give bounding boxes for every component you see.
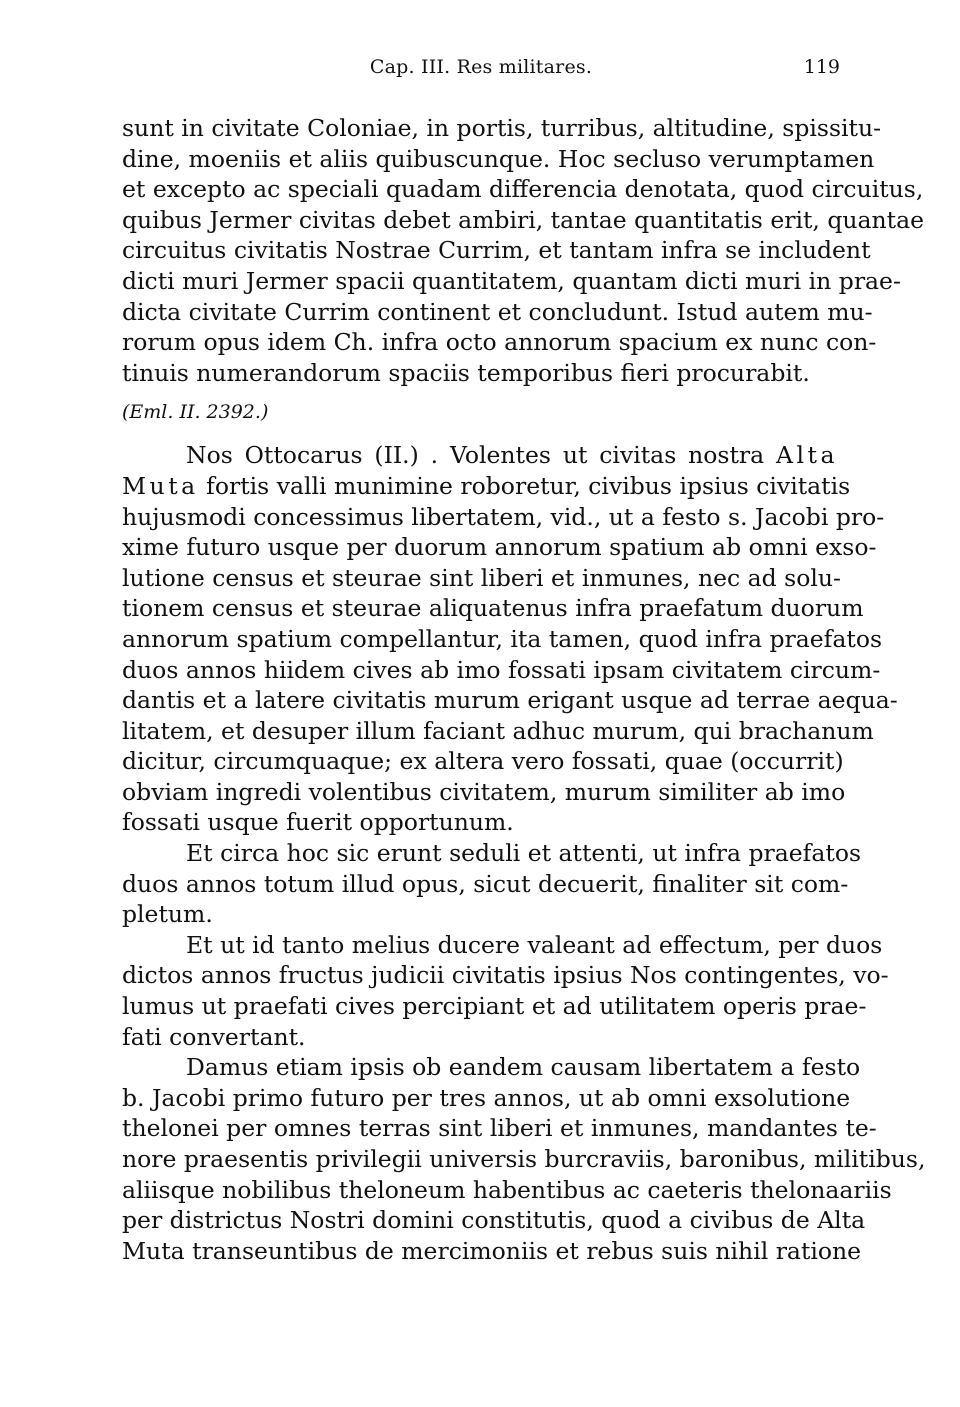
text-line: per districtus Nostri domini constitutis, quod a civibus de Alta [122, 1206, 866, 1235]
place-name: Muta [122, 471, 199, 500]
chapter-title: Cap. III. Res militares. [369, 56, 593, 78]
text-line: circuitus civitatis Nostrae Currim, et tantam infra se includent [122, 236, 871, 265]
text-line: sunt in civitate Coloniae, in portis, turribus, altitudine, spissitu- [122, 114, 882, 142]
text-line: obviam ingredi volentibus civitatem, murum similiter ab imo [122, 777, 846, 806]
text-line: pletum. [122, 900, 213, 929]
paragraph-2 [122, 440, 898, 838]
place-name: Alta [776, 441, 838, 470]
text-line: b. Jacobi primo futuro per tres annos, ut ab omni exsolutione [122, 1083, 851, 1112]
text-line: dantis et a latere civitatis murum erigant usque ad terrae aequa- [122, 686, 898, 715]
text-line: quibus Jermer civitas debet ambiri, tantae quantitatis erit, quantae [122, 205, 925, 234]
text-line: Et ut id tanto melius ducere valeant ad effectum, per duos [186, 930, 883, 959]
text-line: nore praesentis privilegii universis burcraviis, baronibus, militibus, [122, 1145, 926, 1173]
text-line: et excepto ac speciali quadam differencia denotata, quod circuitus, [122, 175, 924, 204]
text-span: Volentes ut civitas nostra [450, 441, 765, 470]
text-line: lumus ut praefati cives percipiant et ad utilitatem operis prae- [122, 992, 867, 1021]
text-line: fati convertant. [122, 1022, 306, 1051]
source-citation: (Eml. II. 2392.) [122, 401, 269, 424]
text-line: Muta transeuntibus de mercimoniis et rebus suis nihil ratione [122, 1236, 862, 1265]
text-line: duos annos hiidem cives ab imo fossati ipsam civitatem circum- [122, 655, 881, 684]
text-line: dicti muri Jermer spacii quantitatem, quantam dicti muri in prae- [122, 266, 901, 295]
paragraph-3 [122, 838, 862, 930]
text-line: dicta civitate Currim continent et concludunt. Istud autem mu- [122, 297, 873, 326]
text-line: tionem census et steurae aliquatenus infra praefatum duorum [122, 594, 864, 623]
body-text [122, 113, 926, 1266]
text-line: tinuis numerandorum spaciis temporibus fieri procurabit. [122, 358, 810, 387]
text-line: xime futuro usque per duorum annorum spatium ab omni exso- [122, 533, 877, 562]
text-line: hujusmodi concessimus libertatem, vid., ut a festo s. Jacobi pro- [122, 502, 885, 531]
paragraph-5 [122, 1052, 926, 1266]
text-span: fortis valli munimine roboretur, civibus ipsius civitatis [198, 471, 851, 500]
paragraph-1 [122, 113, 925, 388]
text-line: Et circa hoc sic erunt seduli et attenti, ut infra praefatos [186, 839, 862, 868]
text-line: duos annos totum illud opus, sicut decuerit, finaliter sit com- [122, 869, 849, 898]
text-line: dictos annos fructus judicii civitatis ipsius Nos contingentes, vo- [122, 961, 889, 990]
text-line: fossati usque fuerit opportunum. [122, 808, 514, 837]
text-line: rorum opus idem Ch. infra octo annorum spacium ex nunc con- [122, 328, 877, 357]
text-line: lutione census et steurae sint liberi et inmunes, nec ad solu- [122, 563, 841, 592]
page-number: 119 [803, 56, 840, 78]
text-line: thelonei per omnes terras sint liberi et inmunes, mandantes te- [122, 1114, 877, 1143]
text-line: litatem, et desuper illum faciant adhuc murum, qui brachanum [122, 716, 874, 745]
text-line: Damus etiam ipsis ob eandem causam libertatem a festo [186, 1053, 861, 1082]
text-line: aliisque nobilibus theloneum habentibus ac caeteris thelonaariis [122, 1175, 892, 1204]
paragraph-4 [122, 930, 889, 1052]
text-line: annorum spatium compellantur, ita tamen, quod infra praefatos [122, 624, 883, 653]
text-line: dicitur, circumquaque; ex altera vero fossati, quae (occurrit) [122, 747, 844, 776]
text-span: Nos Ottocarus (II.) . [186, 441, 439, 470]
text-line [122, 471, 851, 502]
running-head [122, 56, 840, 92]
text-line: dine, moeniis et aliis quibuscunque. Hoc secluso verumptamen [122, 144, 875, 173]
text-line [122, 440, 838, 471]
